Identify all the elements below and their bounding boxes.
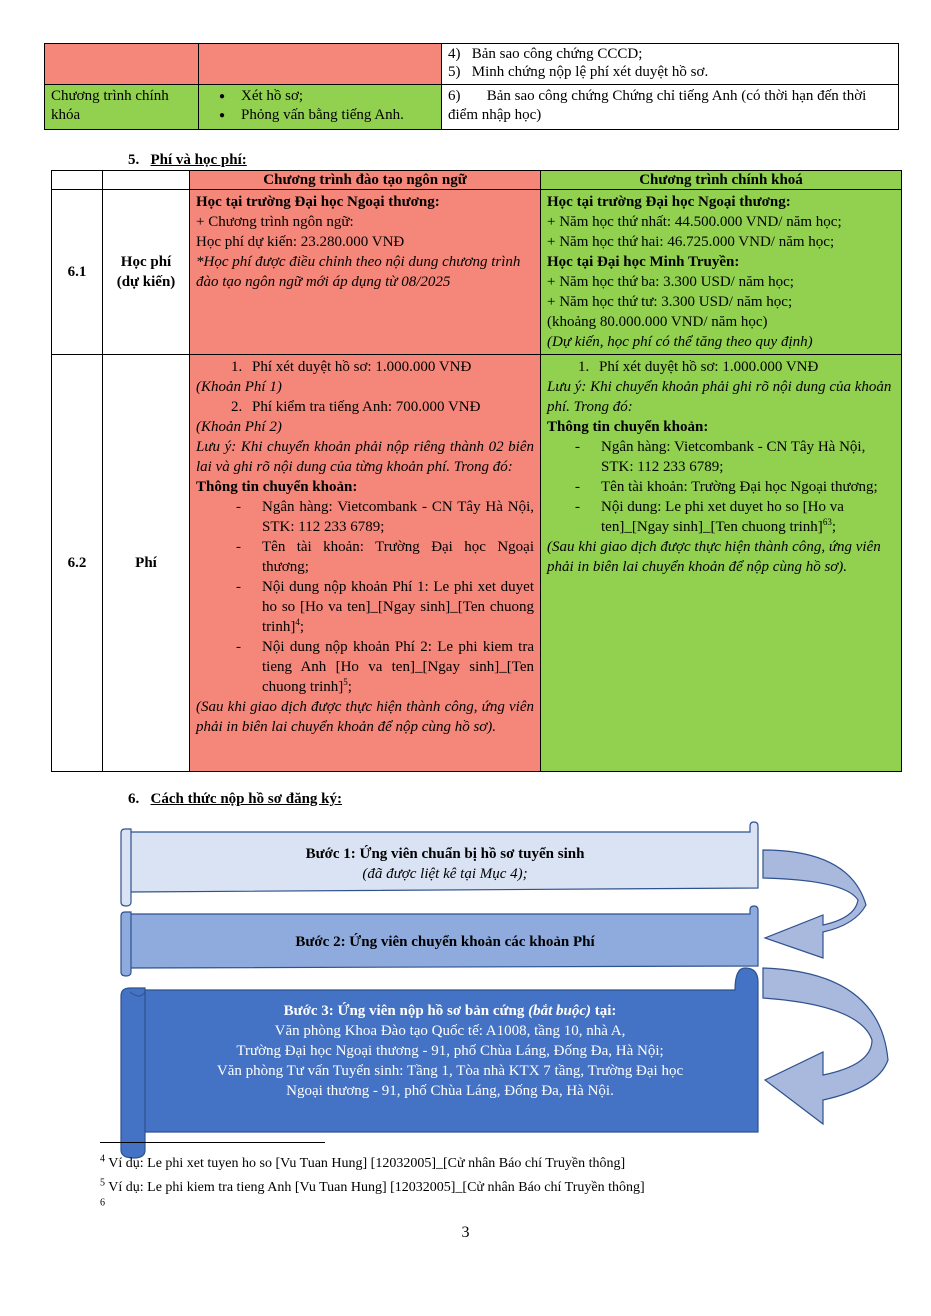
tuition-approx: (khoảng 80.000.000 VND/ năm học) <box>547 314 768 330</box>
doc-item: 4) Bản sao công chứng CCCD; <box>448 46 643 62</box>
tuition-year: + Năm học thứ hai: 46.725.000 VND/ năm học; <box>547 234 835 250</box>
tuition-year: + Năm học thứ nhất: 44.500.000 VND/ năm học; <box>547 214 842 230</box>
footnote-ref: 5 <box>343 677 348 687</box>
list-item: ● Phỏng vấn bằng tiếng Anh. <box>219 106 435 125</box>
column-header-lang: Chương trình đào tạo ngôn ngữ <box>190 171 541 190</box>
list-item: - Nội dung nộp khoản Phí 1: Le phi xet duyet ho so [Ho va ten]_[Ngay sinh]_[Ten chuong trinh]$^4$; <box>236 577 534 637</box>
section-title: Cách thức nộp hồ sơ đăng ký: <box>150 791 343 807</box>
tuition-year: + Năm học thứ ba: 3.300 USD/ năm học; <box>547 274 794 290</box>
list-item: - Ngân hàng: Vietcombank - CN Tây Hà Nội, STK: 112 233 6789; <box>575 437 895 477</box>
transfer-notice: Lưu ý: Khi chuyển khoản phải ghi rõ nội dung của khoản phí. Trong đó: <box>547 379 892 415</box>
curved-arrow-icon <box>763 968 888 1124</box>
footnote: $^4$ Ví dụ: Le phi xet tuyen ho so [Vu Tuan Hung] [12032005]_[Cử nhân Báo chí Truyền thông] <box>100 1153 626 1171</box>
footnote-ref: 63 <box>822 517 832 527</box>
school-name: Học tại Đại học Minh Truyền: <box>547 254 740 270</box>
fee-note: (Khoản Phí 1) <box>196 379 282 395</box>
row-label: Phí <box>103 355 190 772</box>
step-line: Trường Đại học Ngoại thương - 91, phố Chùa Láng, Đống Đa, Hà Nội; <box>236 1043 664 1059</box>
step3-text <box>150 1001 750 1101</box>
transfer-title: Thông tin chuyển khoản: <box>547 419 709 435</box>
row-number: 6.1 <box>52 190 103 355</box>
transfer-notice: Lưu ý: Khi chuyển khoản phải nộp riêng thành 02 biên lai và ghi rõ nội dung của từng khoản phí. Trong đó: <box>196 439 534 475</box>
step-title: Bước 2: Ứng viên chuyển khoản các khoản Phí <box>295 934 595 950</box>
tuition-note: *Học phí được điều chỉnh theo nội dung chương trình đào tạo ngôn ngữ mới áp dụng từ 08/2025 <box>196 254 521 290</box>
step-line: Văn phòng Khoa Đào tạo Quốc tế: A1008, tầng 10, nhà A, <box>274 1023 626 1039</box>
program-cell: Chương trình chính khóa <box>45 85 199 130</box>
transfer-after-note: (Sau khi giao dịch được thực hiện thành công, ứng viên phải in biên lai chuyển khoản để nộp cùng hồ sơ). <box>196 699 534 735</box>
transfer-title: Thông tin chuyển khoản: <box>196 479 358 495</box>
section-title: Phí và học phí: <box>150 152 247 168</box>
list-item: 1. Phí xét duyệt hồ sơ: 1.000.000 VNĐ <box>246 357 534 377</box>
footnote: 6 <box>100 1197 105 1209</box>
text-line: + Chương trình ngôn ngữ: <box>196 214 354 230</box>
curved-arrow-icon <box>763 850 866 958</box>
page-number: 3 <box>461 1224 470 1241</box>
doc-item: 5) Minh chứng nộp lệ phí xét duyệt hồ sơ. <box>448 64 709 80</box>
step1-text <box>140 844 750 884</box>
tuition-amount: Học phí dự kiến: 23.280.000 VNĐ <box>196 234 405 250</box>
list-item: 2. Phí kiểm tra tiếng Anh: 700.000 VNĐ <box>246 397 534 417</box>
tuition-year: + Năm học thứ tư: 3.300 USD/ năm học; <box>547 294 793 310</box>
list-item: - Nội dung: Le phi xet duyet ho so [Ho va ten]_[Ngay sinh]_[Ten chuong trinh]$^{63}$; <box>575 497 895 537</box>
row-number: 6.2 <box>52 355 103 772</box>
step-line: Ngoại thương - 91, phố Chùa Láng, Đống Đa, Hà Nội. <box>286 1083 614 1099</box>
tuition-note: (Dự kiến, học phí có thể tăng theo quy định) <box>547 334 813 350</box>
footnote-separator <box>100 1142 325 1143</box>
list-item: - Tên tài khoản: Trường Đại học Ngoại thương; <box>575 477 895 497</box>
section-number: 5. <box>128 152 140 168</box>
list-item: - Ngân hàng: Vietcombank - CN Tây Hà Nội, STK: 112 233 6789; <box>236 497 534 537</box>
step-line: Văn phòng Tư vấn Tuyển sinh: Tầng 1, Tòa nhà KTX 7 tầng, Trường Đại học <box>216 1063 684 1079</box>
step-title: Bước 3: Ứng viên nộp hồ sơ bản cứng (bắt buộc) tại: <box>283 1003 617 1019</box>
doc-item: 6) Bản sao công chứng Chứng chỉ tiếng Anh (có thời hạn đến thời điểm nhập học) <box>442 85 899 130</box>
school-name: Học tại trường Đại học Ngoại thương: <box>196 194 440 210</box>
step-subtitle: (đã được liệt kê tại Mục 4); <box>362 866 528 882</box>
step-title: Bước 1: Ứng viên chuẩn bị hồ sơ tuyển sinh <box>305 846 585 862</box>
school-name: Học tại trường Đại học Ngoại thương: <box>547 194 791 210</box>
section-number: 6. <box>128 791 140 807</box>
transfer-after-note: (Sau khi giao dịch được thực hiện thành công, ứng viên phải in biên lai chuyển khoản để nộp cùng hồ sơ). <box>547 539 881 575</box>
list-item: 1. Phí xét duyệt hồ sơ: 1.000.000 VNĐ <box>593 357 895 377</box>
column-header-main: Chương trình chính khoá <box>541 171 902 190</box>
list-item: ● Xét hồ sơ; <box>219 87 435 106</box>
footnote: $^5$ Ví dụ: Le phi kiem tra tieng Anh [Vu Tuan Hung] [12032005]_[Cử nhân Báo chí Truyền thông] <box>100 1177 645 1195</box>
list-item: - Tên tài khoản: Trường Đại học Ngoại thương; <box>236 537 534 577</box>
row-label: Học phí (dự kiến) <box>103 190 190 355</box>
step2-text <box>140 932 750 952</box>
list-item: - Nội dung nộp khoản Phí 2: Le phi kiem tra tieng Anh [Ho va ten]_[Ngay sinh]_[Ten chuong trinh]$^5$; <box>236 637 534 697</box>
fee-note: (Khoản Phí 2) <box>196 419 282 435</box>
footnote-ref: 4 <box>295 617 300 627</box>
